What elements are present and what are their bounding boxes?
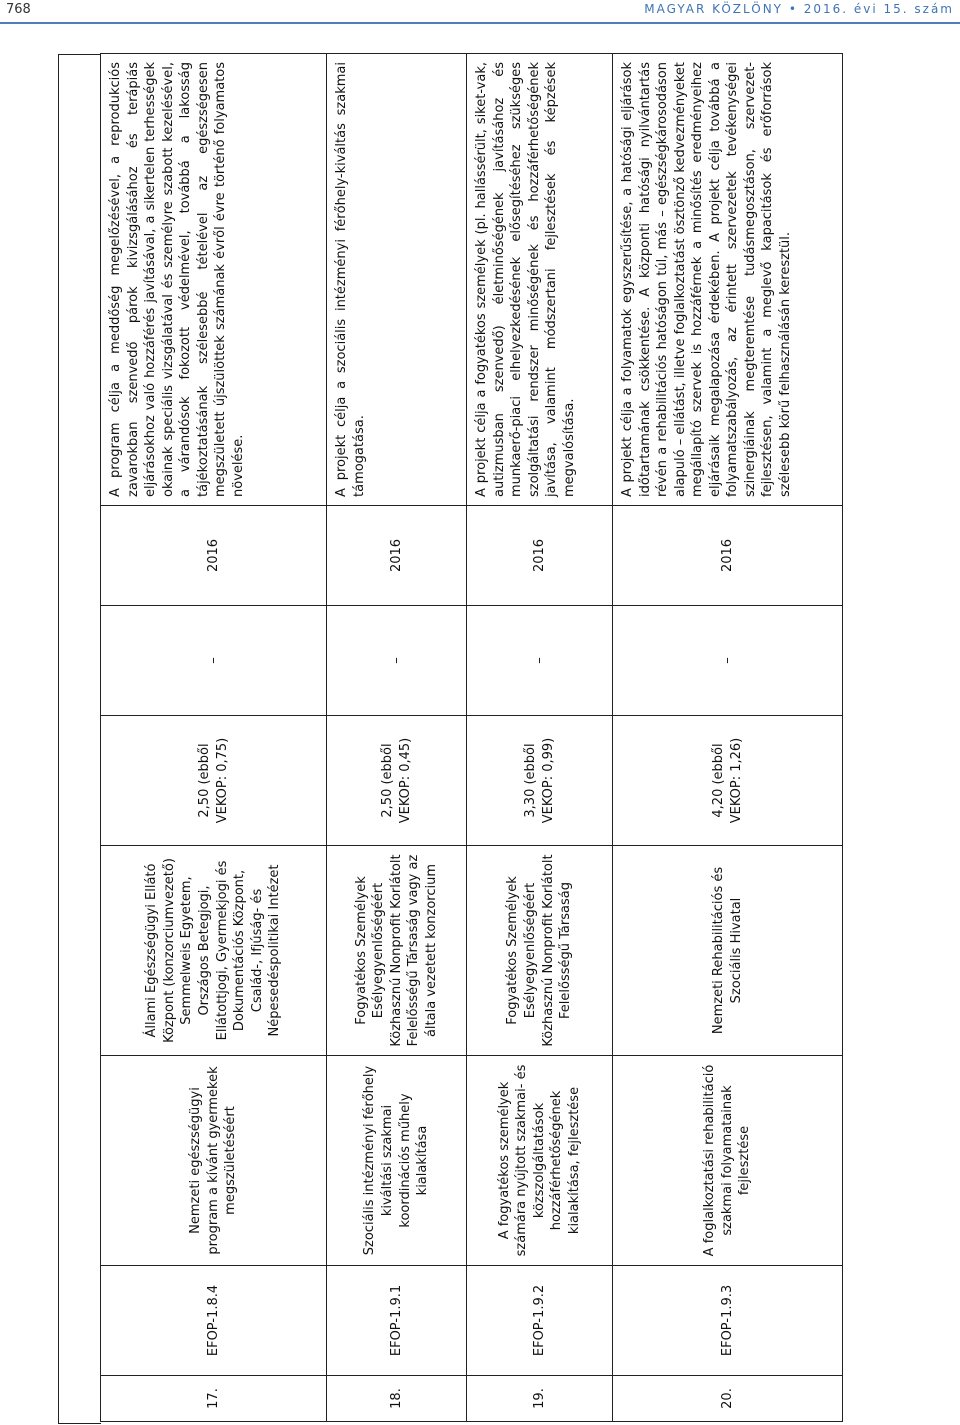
dash-cell: – [613,606,843,716]
beneficiary: Fogyatékos Személyek Esélyegyenlőségéért Közhasznú Nonprofit Korlátolt Felelősségű Társaság vagy az általa vezetett konzorcium [327,846,467,1056]
rotated-table-container [100,54,842,1422]
dash-cell: – [101,606,327,716]
beneficiary: Állami Egészségügyi Ellátó Központ (konzorciumvezető) Semmelweis Egyetem, Országos Betegjogi, Ellátottjogi, Gyermekjogi és Dokumentációs Központ, Család-, Ifjúság- és Népesedéspolitikai Intézet [101,846,327,1056]
year: 2016 [613,506,843,606]
page-number: 768 [6,2,31,17]
table-left-margin [58,54,101,1424]
project-name: A foglalkoztatási rehabilitáció szakmai folyamatainak fejlesztése [613,1056,843,1266]
row-number: 18. [327,1376,467,1422]
journal-title: MAGYAR KÖZLÖNY • 2016. évi 15. szám [644,2,954,16]
row-number: 19. [467,1376,613,1422]
dash-cell: – [327,606,467,716]
project-code: EFOP-1.9.1 [327,1266,467,1376]
amount: 2,50 (ebből VEKOP: 0,45) [327,716,467,846]
beneficiary: Nemzeti Rehabilitációs és Szociális Hivatal [613,846,843,1056]
description: A projekt célja a szociális intézményi férőhely-kiváltás szakmai támogatása. [327,54,467,506]
beneficiary: Fogyatékos Személyek Esélyegyenlőségéért Közhasznú Nonprofit Korlátolt Felelősségű Társaság [467,846,613,1056]
project-name: A fogyatékos személyek számára nyújtott szakmai- és közszolgáltatások hozzáférhetőségének kialakítása, fejlesztése [467,1056,613,1266]
amount: 3,30 (ebből VEKOP: 0,99) [467,716,613,846]
project-table [100,53,843,1422]
project-code: EFOP-1.9.2 [467,1266,613,1376]
dash-cell: – [467,606,613,716]
description: A program célja a meddőség megelőzésével, a reprodukciós zavarokban szenvedő párok kivizsgálásához és terápiás eljárásokhoz való hozzáférés javításával, a sikertelen terhességek okainak speciális vizsgálatával és személyre szabott kezelésével, a várandósok fokozott védelmével, továbbá a lakosság tájékoztatásának szélesebbé tételével az egészségesen megszületett újszülöttek számának évről évre történő folyamatos növelése. [101,54,327,506]
project-code: EFOP-1.9.3 [613,1266,843,1376]
description: A projekt célja a fogyatékos személyek (pl. hallássérült, siket-vak, autizmusban szenvedő) életminőségének javításához és munkaerő-piaci elhelyezkedésének elősegítéséhez szükséges szolgáltatási rendszer minőségének és hozzáférhetőségének javítása, valamint módszertani fejlesztések és képzések megvalósítása. [467,54,613,506]
amount: 2,50 (ebből VEKOP: 0,75) [101,716,327,846]
page-header [0,0,960,24]
table-row [327,54,467,1422]
amount: 4,20 (ebből VEKOP: 1,26) [613,716,843,846]
table-row [101,54,327,1422]
project-name: Szociális intézményi férőhely kiváltási szakmai koordinációs műhely kialakítása [327,1056,467,1266]
table-row [467,54,613,1422]
row-number: 17. [101,1376,327,1422]
description: A projekt célja a folyamatok egyszerűsítése, a hatósági eljárások időtartamának csökkentése. A központi hatósági nyilvántartás révén a rehabilitációs hatóságon túl, más – egészségkárosodáson alapuló – ellátást, illetve foglalkoztatást ösztönző kedvezményeket megállapító szervek is hozzáférnek a minősítés eredményeihez eljárásaik megalapozása érdekében. A projekt célja továbbá a folyamatszabályozás, az érintett szervezetek tevékenységei szinergiáinak megteremtése tudásmegosztáson, szervezet-fejlesztésen, valamint a meglevő kapacitások és erőforrások szélesebb körű felhasználásán keresztül. [613,54,843,506]
year: 2016 [327,506,467,606]
project-name: Nemzeti egészségügyi program a kívánt gyermekek megszületéséért [101,1056,327,1266]
year: 2016 [467,506,613,606]
table-row [613,54,843,1422]
year: 2016 [101,506,327,606]
project-code: EFOP-1.8.4 [101,1266,327,1376]
row-number: 20. [613,1376,843,1422]
